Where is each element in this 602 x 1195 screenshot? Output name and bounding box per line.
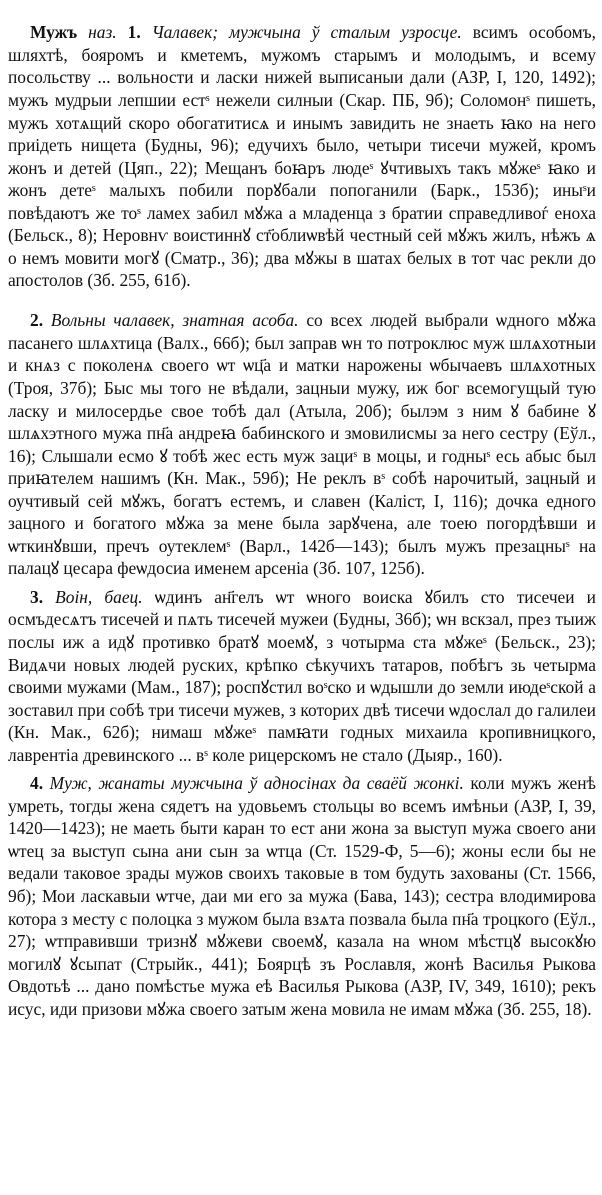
sense-text: всимъ особомъ, шляхтѣ, бояромъ и кметемъ, мужомъ старымъ и молодымъ, и всему посольству ... вольности и ласки нижей выписаныи дали (АЗР, I, 120, 1492); мужъ мудрыи лепшии естˢ нежели силныи (Скар. ПБ, 9б); Соломонˢ пишеть, мужъ хотѧщий скоро обогатитисѧ и инымъ завидить не знаеть ꙗко на него приідеть нищета (Будны, 96); едучихъ было, четыри тисечи мужей, кромъ жонъ и детей (Цяп., 22); Мещанъ боꙗръ людеˢ ꙋчтивыхъ такъ мꙋжеˢ ꙗко и жонъ детеˢ малыхъ побили порꙋбали попоганили (Барк., 153б); иныˢи повѣдаютъ же тоˢ ламех забил мꙋжа а младенца з братии справедливоѓ еноха (Бельск., 8); Неровнѵ воистиннꙋ ст҃облиѡвѣй честный сей мꙋжъ жилъ, нѣжъ ѧ о немъ мовити могꙋ (Сматр., 36); два мꙋжы в шатах белых в тот час рекли до апостолов (Зб. 255, 61б).	[8, 22, 596, 291]
sense-text: коли мужъ женѣ умреть, тогды жена сядетъ на удовьемъ стольцы во всемъ имѣньи (АЗР, I, 39, 1420—1423); не маеть быти каран то ест ани жона за выступ мужа своего ани ѡтец за выступ сына ани сын за ѡтца (Ст. 1529-Ф, 5—6); жоны если бы не ведали таковое зрады мужов своихъ таковые в том будуть захованы (Ст. 1566, 9б); Мои ласкавыи ѡтче, даи ми его за мужа (Бава, 143); сестра влодимирова котора з месту с полоцка з мужом была взѧта позвала была пн҃а троцкого (Еўл., 27); ѡтправивши тризнꙋ мꙋжеви своемꙋ, казала на ѡном мѣстцꙋ высокꙋю могилꙋ ꙋсыпат (Стрыйк., 441); Боярцѣ зъ Рославля, жонѣ Василья Рыкова Овдотьѣ ... дано помѣстье мужа еѣ Василья Рыкова (АЗР, IV, 349, 1610); рекъ исус, иди призови мꙋжа своего затым жена мовила не имам мꙋжа (Зб. 255, 18).	[8, 773, 596, 1019]
sense-gloss: Чалавек; мужчына ў сталым узросце.	[151, 22, 462, 43]
sense-text: ѡдинъ ан҃гелъ ѡт ѡного воиска ꙋбилъ сто тисечеи и осмъдесѧтъ тисечей и пѧть тисечей мужеи (Будны, 36б); ѡн вскзал, през тыиж послы иж а идꙋ противко братꙋ моемꙋ, з чотырма ста мꙋжеˢ (Бельск., 23); Видѧчи новых людей руских, крѣпко сѣкучихъ татаров, побѣгъ зь четырма своими мужами (Мам., 187); роспꙋстил воˢско и ѡдышли до земли июдеˢской а зоставил при собѣ три тисечи мужев, з которих двѣ тисечи ѡдослал до галилеи (Кн. Мак., 62б); нимаш мꙋжеˢ памꙗти годных михаила кропивницкого, лаврентіа древинского ... вˢ коле рицерскомъ не стало (Дыяр., 160).	[8, 586, 596, 765]
sense-1	[8, 21, 596, 292]
dictionary-entry	[8, 21, 596, 1020]
sense-4	[8, 772, 596, 1020]
sense-3	[8, 586, 596, 766]
grammar-label: наз.	[88, 22, 117, 43]
sense-number: 4.	[30, 773, 44, 794]
sense-number: 1.	[127, 22, 141, 43]
sense-number: 2.	[30, 310, 44, 331]
entry-headword: Мужъ	[30, 22, 78, 43]
sense-gloss: Муж, жанаты мужчына ў адносінах да сваёй жонкі.	[49, 773, 464, 794]
sense-gloss: Вольны чалавек, знатная асоба.	[50, 310, 299, 331]
sense-2	[8, 309, 596, 580]
sense-text: со всех людей выбрали ѡдного мꙋжа пасанего шлѧхтица (Валх., 66б); был заправ ѡн то потроклюс муж шлѧхотныи и кнѧз с поколенѧ своего ѡт ѡц҃а и матки нарожены ѡбычаевъ шлѧхотных (Троя, 37б); Быс мы того не вѣдали, зацныи мужу, иж бог всемогущый тую ласку и милосердье свое тобѣ дал (Атыла, 20б); былэм з ним ꙋ бабине ꙋ шлѧхэтного мужа пн҃а андреꙗ бабинского и змовилисмы за него сестру (Еўл., 16); Слышали есмо ꙋ тобѣ жес есть муж зациˢ в моцы, и годныˢ есь абыс был приꙗтелем нашимъ (Кн. Мак., 59б); Не реклъ вˢ собѣ нарочитый, зацный и оучтивый сей мꙋжъ, богатъ естемъ, и славен (Каліст, I, 116); дочка едного зацного и богатого мꙋжа за мене была зарꙋчена, але тоею погордѣвши и ѡткинꙋвши, пречъ оутеклемˢ (Варл., 142б—143); былъ мужъ презацныˢ на палацꙋ цесара феѡдосиа именем арсеніа (Зб. 107, 125б).	[8, 310, 596, 579]
sense-number: 3.	[30, 586, 44, 607]
sense-gloss: Воін, баец.	[55, 586, 143, 607]
